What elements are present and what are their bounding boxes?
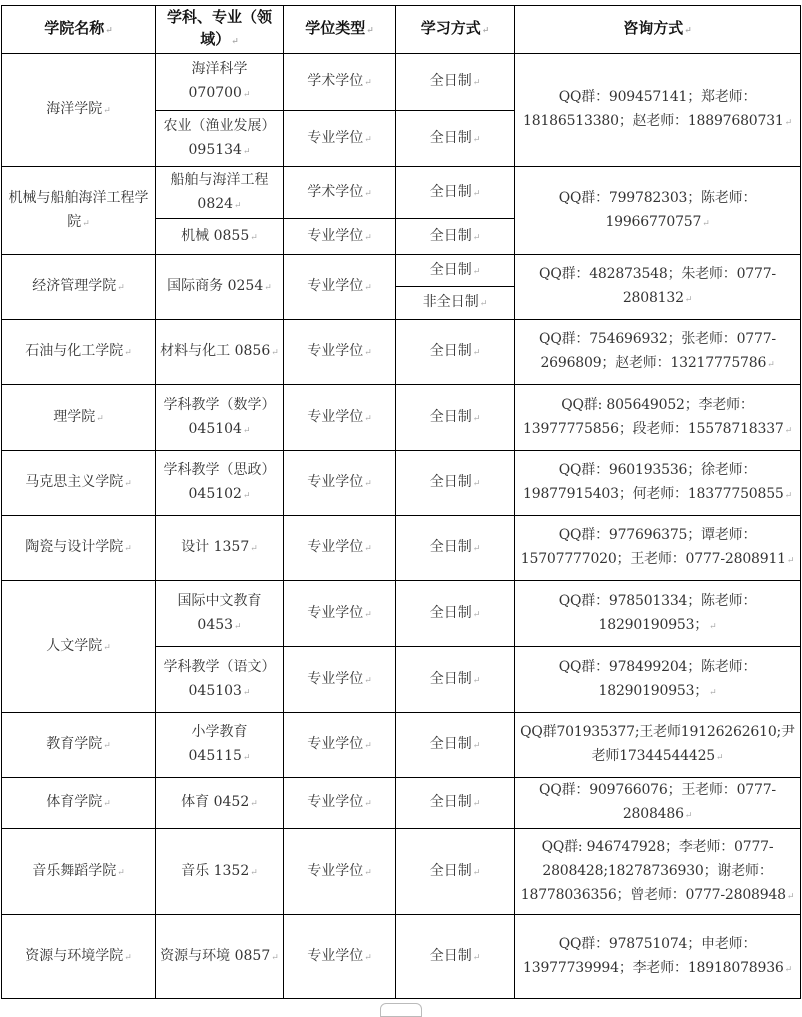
college-cell: 人文学院↵	[2, 581, 156, 713]
contact-cell: QQ群: 946747928；李老师：0777-2808428;18278736930；谢老师：18778036356；曾老师：0777-2808948↵	[515, 829, 801, 915]
table-row	[2, 385, 801, 451]
mode-cell: 全日制↵	[396, 516, 515, 581]
degree-cell: 专业学位↵	[284, 385, 396, 451]
major-cell: 材料与化工 0856↵	[156, 320, 284, 385]
mode-cell: 全日制↵	[396, 829, 515, 915]
major-cell: 海洋科学 070700↵	[156, 54, 284, 111]
degree-cell: 专业学位↵	[284, 778, 396, 829]
table-row	[2, 581, 801, 647]
college-cell: 石油与化工学院↵	[2, 320, 156, 385]
table-row	[2, 915, 801, 999]
header-college: 学院名称↵	[2, 6, 156, 54]
mode-cell: 全日制↵	[396, 385, 515, 451]
degree-cell: 专业学位↵	[284, 516, 396, 581]
contact-cell: QQ群：977696375；谭老师：15707777020；王老师：0777-2808911↵	[515, 516, 801, 581]
degree-cell: 专业学位↵	[284, 255, 396, 320]
mode-cell: 全日制↵	[396, 320, 515, 385]
major-cell: 船舶与海洋工程 0824↵	[156, 167, 284, 219]
college-cell: 资源与环境学院↵	[2, 915, 156, 999]
mode-cell: 全日制↵	[396, 915, 515, 999]
contact-cell: QQ群：978751074；申老师：13977739994；李老师：18918078936↵	[515, 915, 801, 999]
major-cell: 设计 1357↵	[156, 516, 284, 581]
major-cell: 国际商务 0254↵	[156, 255, 284, 320]
header-study-mode: 学习方式↵	[396, 6, 515, 54]
mode-cell: 非全日制↵	[396, 287, 515, 320]
college-cell: 教育学院↵	[2, 713, 156, 778]
header-contact: 咨询方式↵	[515, 6, 801, 54]
college-cell: 体育学院↵	[2, 778, 156, 829]
mode-cell: 全日制↵	[396, 647, 515, 713]
major-cell: 音乐 1352↵	[156, 829, 284, 915]
mode-cell: 全日制↵	[396, 778, 515, 829]
contact-cell: QQ群：799782303；陈老师：19966770757↵	[515, 167, 801, 255]
contact-cell: QQ群：909766076；王老师：0777-2808486↵	[515, 778, 801, 829]
table-row	[2, 451, 801, 516]
major-cell: 小学教育 045115↵	[156, 713, 284, 778]
college-cell: 经济管理学院↵	[2, 255, 156, 320]
college-cell: 海洋学院↵	[2, 54, 156, 167]
contact-cell: QQ群：909457141；郑老师：18186513380；赵老师：18897680731↵	[515, 54, 801, 167]
major-cell: 体育 0452↵	[156, 778, 284, 829]
page-scroll-tab[interactable]	[380, 1003, 422, 1017]
major-cell: 学科教学（数学）045104↵	[156, 385, 284, 451]
table-row	[2, 320, 801, 385]
degree-cell: 专业学位↵	[284, 111, 396, 167]
contact-cell: QQ群701935377;王老师19126262610;尹老师17344544425↵	[515, 713, 801, 778]
mode-cell: 全日制↵	[396, 451, 515, 516]
degree-cell: 学术学位↵	[284, 167, 396, 219]
contact-cell: QQ群：482873548；朱老师：0777-2808132↵	[515, 255, 801, 320]
admissions-contact-table	[1, 5, 801, 999]
table-row	[2, 829, 801, 915]
degree-cell: 专业学位↵	[284, 581, 396, 647]
major-cell: 学科教学（语文）045103↵	[156, 647, 284, 713]
major-cell: 农业（渔业发展）095134↵	[156, 111, 284, 167]
table-row	[2, 778, 801, 829]
college-cell: 陶瓷与设计学院↵	[2, 516, 156, 581]
college-cell: 理学院↵	[2, 385, 156, 451]
degree-cell: 专业学位↵	[284, 713, 396, 778]
mode-cell: 全日制↵	[396, 255, 515, 287]
degree-cell: 专业学位↵	[284, 915, 396, 999]
degree-cell: 学术学位↵	[284, 54, 396, 111]
contact-cell: QQ群: 805649052；李老师：13977775856；段老师：15578718337↵	[515, 385, 801, 451]
college-cell: 音乐舞蹈学院↵	[2, 829, 156, 915]
major-cell: 国际中文教育 0453↵	[156, 581, 284, 647]
mode-cell: 全日制↵	[396, 219, 515, 255]
mode-cell: 全日制↵	[396, 581, 515, 647]
major-cell: 机械 0855↵	[156, 219, 284, 255]
mode-cell: 全日制↵	[396, 54, 515, 111]
table-row	[2, 713, 801, 778]
college-cell: 机械与船舶海洋工程学院↵	[2, 167, 156, 255]
degree-cell: 专业学位↵	[284, 320, 396, 385]
contact-cell: QQ群：960193536；徐老师：19877915403；何老师：18377750855↵	[515, 451, 801, 516]
header-row	[2, 6, 801, 54]
degree-cell: 专业学位↵	[284, 829, 396, 915]
major-cell: 资源与环境 0857↵	[156, 915, 284, 999]
mode-cell: 全日制↵	[396, 713, 515, 778]
table-row	[2, 255, 801, 287]
header-degree-type: 学位类型↵	[284, 6, 396, 54]
mode-cell: 全日制↵	[396, 111, 515, 167]
table-row	[2, 54, 801, 111]
degree-cell: 专业学位↵	[284, 219, 396, 255]
major-cell: 学科教学（思政）045102↵	[156, 451, 284, 516]
college-cell: 马克思主义学院↵	[2, 451, 156, 516]
degree-cell: 专业学位↵	[284, 451, 396, 516]
header-major: 学科、专业（领域）↵	[156, 6, 284, 54]
table-row	[2, 167, 801, 219]
mode-cell: 全日制↵	[396, 167, 515, 219]
contact-cell: QQ群：978501334；陈老师：18290190953；↵	[515, 581, 801, 647]
contact-cell: QQ群：978499204；陈老师：18290190953；↵	[515, 647, 801, 713]
contact-cell: QQ群：754696932；张老师：0777-2696809；赵老师：13217775786↵	[515, 320, 801, 385]
degree-cell: 专业学位↵	[284, 647, 396, 713]
table-row	[2, 516, 801, 581]
